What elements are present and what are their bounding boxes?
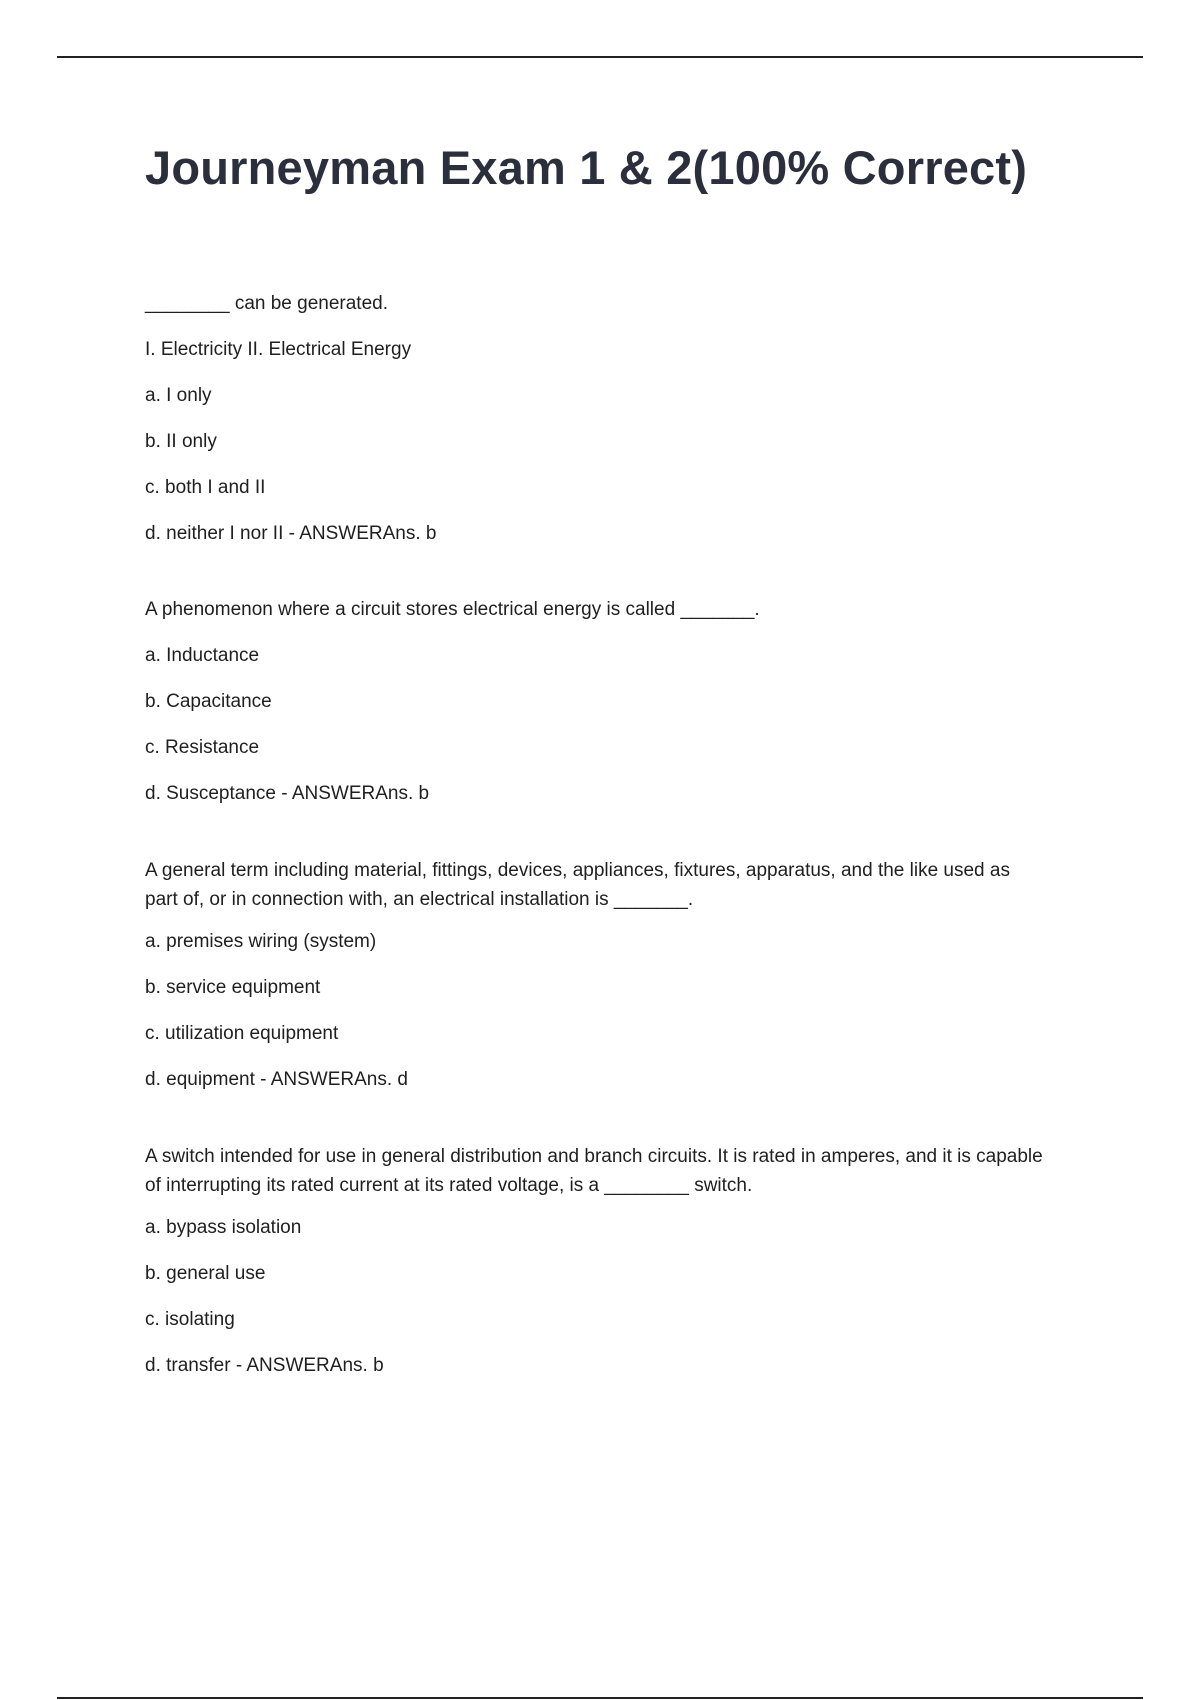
question-1 [145, 290, 1045, 548]
question-3-option-b: b. service equipment [145, 977, 321, 998]
question-3-option-c: c. utilization equipment [145, 1023, 339, 1044]
question-1-option-d-answer: d. neither I nor II - ANSWERAns. b [145, 523, 437, 544]
question-1-option-a: a. I only [145, 385, 212, 406]
question-list [145, 290, 1045, 1428]
question-1-option-b: b. II only [145, 431, 217, 452]
question-2-option-d-answer: d. Susceptance - ANSWERAns. b [145, 783, 430, 804]
question-3-option-a: a. premises wiring (system) [145, 931, 377, 952]
question-4-option-c: c. isolating [145, 1309, 235, 1330]
question-3-option-d-answer: d. equipment - ANSWERAns. d [145, 1069, 408, 1090]
question-1-statements: I. Electricity II. Electrical Energy [145, 339, 412, 360]
question-4 [145, 1142, 1045, 1380]
bottom-rule [57, 1697, 1143, 1699]
question-1-option-c: c. both I and II [145, 477, 266, 498]
question-2-option-c: c. Resistance [145, 737, 260, 758]
page-title: Journeyman Exam 1 & 2(100% Correct) [145, 141, 1028, 194]
question-4-option-d-answer: d. transfer - ANSWERAns. b [145, 1355, 384, 1376]
question-4-option-b: b. general use [145, 1263, 266, 1284]
question-2-option-b: b. Capacitance [145, 691, 272, 712]
question-4-option-a: a. bypass isolation [145, 1217, 302, 1238]
top-rule [57, 56, 1143, 58]
question-2-stem: A phenomenon where a circuit stores electrical energy is called _______. [145, 599, 760, 620]
question-1-stem: ________ can be generated. [145, 293, 388, 314]
question-3 [145, 856, 1045, 1094]
question-2-option-a: a. Inductance [145, 645, 260, 666]
question-3-stem: A general term including material, fittings, devices, appliances, fixtures, apparatus, and the like used as part of, or in connection with, an electrical installation is _______. [145, 860, 1010, 910]
question-4-stem: A switch intended for use in general distribution and branch circuits. It is rated in amperes, and it is capable of interrupting its rated current at its rated voltage, is a ________ switch. [145, 1146, 1043, 1196]
question-2 [145, 596, 1045, 808]
